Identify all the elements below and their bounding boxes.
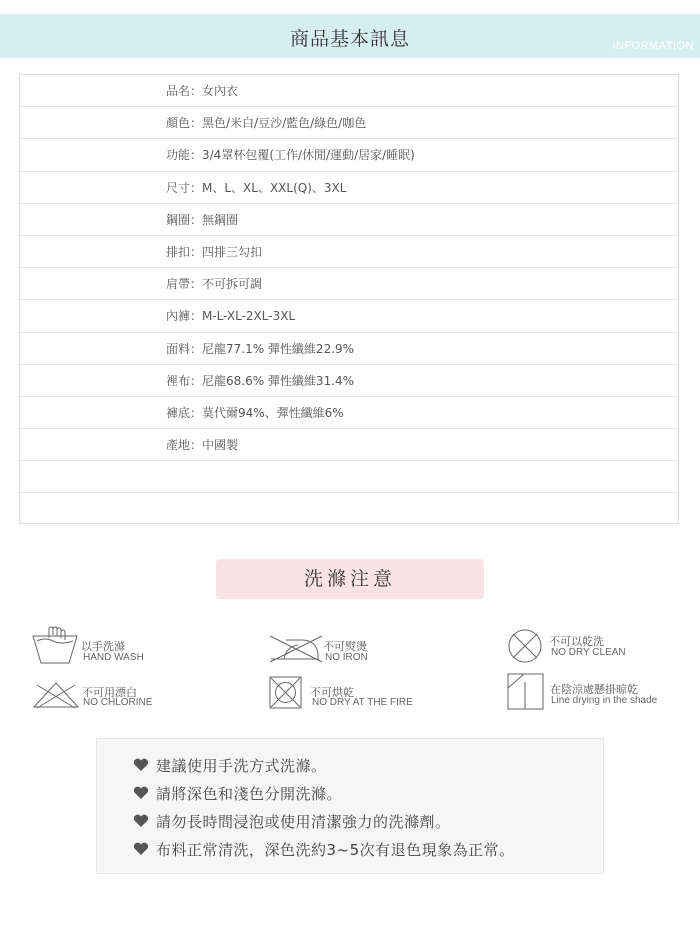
spec-label: 顏色 xyxy=(165,116,190,131)
care-title: 洗滌注意 xyxy=(216,559,484,599)
spec-value: M、L、XL、XXL(Q)、3XL xyxy=(202,180,347,195)
spec-label: 產地 xyxy=(165,438,190,453)
no-tumble-dry-icon xyxy=(268,675,304,711)
spec-row xyxy=(20,204,678,236)
spec-label: 品名 xyxy=(165,84,190,99)
care-symbol-no-tumble-dry xyxy=(268,675,438,711)
spec-colon: ： xyxy=(190,212,203,227)
page-title: 商品基本訊息 xyxy=(289,28,410,50)
hand-wash-icon xyxy=(30,624,80,666)
spec-row xyxy=(20,268,678,300)
note-text: 建議使用手洗方式洗滌。 xyxy=(156,756,327,775)
spec-colon: ： xyxy=(190,180,203,195)
note-item xyxy=(133,751,603,779)
spec-row xyxy=(20,300,678,332)
care-label-zh: 在陰涼處懸掛晾乾 xyxy=(550,683,638,696)
care-label-zh: 不可用漂白 xyxy=(82,686,137,699)
spec-value: 中國製 xyxy=(202,438,239,453)
no-chlorine-icon xyxy=(31,680,81,710)
care-label-en: NO DRY CLEAN xyxy=(551,647,626,658)
spec-label: 鋼圈 xyxy=(165,212,190,227)
spec-row xyxy=(20,172,678,204)
spec-value: M-L-XL-2XL-3XL xyxy=(202,308,296,323)
spec-colon: ： xyxy=(190,309,203,324)
spec-row xyxy=(20,75,678,107)
spec-colon: ： xyxy=(190,405,203,420)
spec-label: 肩帶 xyxy=(165,277,190,292)
spec-label: 尺寸 xyxy=(165,180,190,195)
spec-value: 四排三勾扣 xyxy=(202,245,263,260)
care-symbol-no-dry-clean xyxy=(506,628,686,664)
spec-row xyxy=(20,333,678,365)
spec-colon: ： xyxy=(190,373,203,388)
no-iron-icon xyxy=(268,632,324,664)
care-symbol-no-iron xyxy=(268,632,428,666)
spec-label: 裡布 xyxy=(165,373,190,388)
heart-icon xyxy=(133,842,149,856)
note-text: 請將深色和淺色分開洗滌。 xyxy=(156,784,343,803)
spec-label: 面料 xyxy=(165,341,190,356)
spec-row xyxy=(20,107,678,139)
spec-colon: ： xyxy=(190,245,203,260)
spec-colon: ： xyxy=(190,277,203,292)
care-symbol-line-dry-shade xyxy=(506,672,696,712)
heart-icon xyxy=(133,814,149,828)
care-label-en: HAND WASH xyxy=(83,652,144,663)
spec-colon: ： xyxy=(190,116,203,131)
spec-value: 尼龍77.1% 彈性纖維22.9% xyxy=(202,341,355,356)
spec-colon: ： xyxy=(190,84,203,99)
spec-row-empty xyxy=(20,461,678,493)
care-label-zh: 以手洗滌 xyxy=(81,640,125,653)
spec-row xyxy=(20,429,678,461)
care-label-zh: 不可以乾洗 xyxy=(549,635,604,648)
spec-value: 莫代爾94%、彈性纖維6% xyxy=(202,405,344,420)
care-notes xyxy=(96,738,604,874)
spec-table xyxy=(19,74,679,524)
care-label-en: NO CHLORINE xyxy=(83,697,153,708)
care-label-zh: 不可烘乾 xyxy=(310,686,354,699)
spec-row xyxy=(20,365,678,397)
care-symbol-hand-wash xyxy=(30,624,190,666)
care-symbol-no-chlorine xyxy=(31,680,191,712)
spec-value: 女內衣 xyxy=(202,84,239,99)
no-dry-clean-icon xyxy=(506,628,544,664)
spec-row xyxy=(20,397,678,429)
spec-label: 內褲 xyxy=(165,309,190,324)
spec-value: 不可拆可調 xyxy=(202,277,263,292)
header-banner xyxy=(0,14,700,58)
heart-icon xyxy=(133,786,149,800)
heart-icon xyxy=(133,758,149,772)
note-item xyxy=(133,779,603,807)
note-item xyxy=(133,807,603,835)
spec-value: 3/4罩杯包覆(工作/休閒/運動/居家/睡眠) xyxy=(202,148,415,163)
note-item xyxy=(133,835,603,863)
spec-value: 無鋼圈 xyxy=(202,212,239,227)
care-label-zh: 不可熨燙 xyxy=(323,640,367,653)
spec-colon: ： xyxy=(190,148,203,163)
page-subtitle: INFORMATION xyxy=(612,40,694,52)
spec-label: 功能 xyxy=(165,148,190,163)
spec-row-empty xyxy=(20,493,678,525)
spec-label: 排扣 xyxy=(165,245,190,260)
care-label-en: NO IRON xyxy=(325,652,368,663)
spec-colon: ： xyxy=(190,341,203,356)
care-label-en: Line drying in the shade xyxy=(551,695,658,706)
spec-value: 黑色/米白/豆沙/藍色/綠色/咖色 xyxy=(202,116,367,131)
spec-colon: ： xyxy=(190,438,203,453)
spec-value: 尼龍68.6% 彈性纖維31.4% xyxy=(202,373,355,388)
line-dry-shade-icon xyxy=(506,672,546,712)
note-text: 請勿長時間浸泡或使用清潔強力的洗滌劑。 xyxy=(156,812,451,831)
spec-label: 褲底 xyxy=(165,405,190,420)
note-text: 布料正常清洗，深色洗約3~5次有退色現象為正常。 xyxy=(156,840,515,859)
spec-row xyxy=(20,139,678,171)
notes-list xyxy=(97,739,603,863)
spec-row xyxy=(20,236,678,268)
care-label-en: NO DRY AT THE FIRE xyxy=(312,697,413,708)
